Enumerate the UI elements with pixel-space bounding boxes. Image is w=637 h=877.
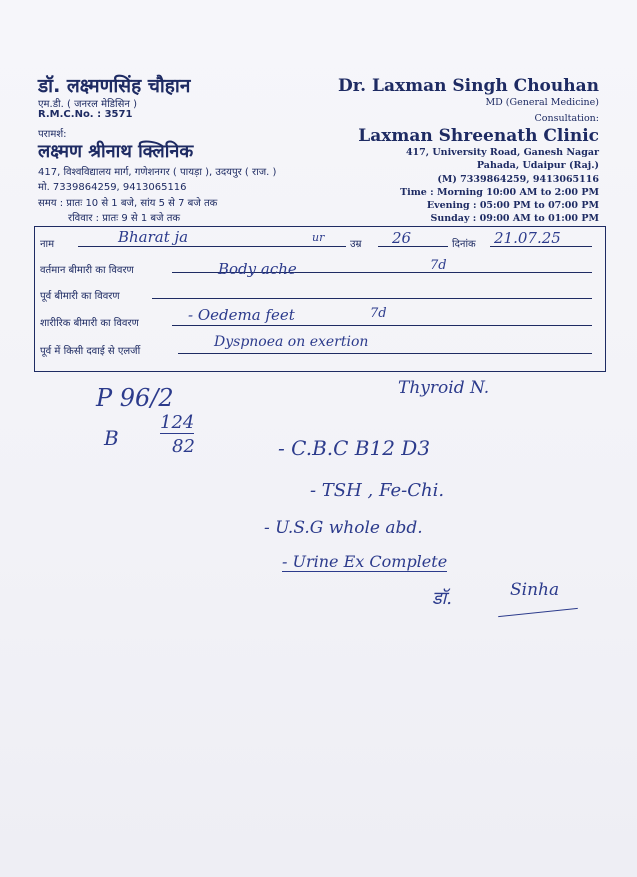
past-illness-label: पूर्व बीमारी का विवरण bbox=[40, 291, 120, 302]
investigation-tsh: - TSH , Fe-Chi. bbox=[310, 480, 445, 501]
doctor-name-english: Dr. Laxman Singh Chouhan bbox=[338, 76, 599, 96]
address-line1-english: 417, University Road, Ganesh Nagar bbox=[405, 147, 599, 158]
doctor-name-hindi: डॉ. लक्ष्मणसिंह चौहान bbox=[38, 75, 191, 97]
mobile-english: (M) 7339864259, 9413065116 bbox=[437, 174, 599, 185]
date-label: दिनांक bbox=[452, 239, 476, 250]
bp-systolic: 124 bbox=[160, 412, 195, 433]
physical-illness-duration: 7d bbox=[370, 306, 387, 321]
name-label: नाम bbox=[40, 239, 55, 250]
current-illness: Body ache bbox=[218, 260, 297, 278]
mobile-hindi: मो. 7339864259, 9413065116 bbox=[38, 182, 187, 193]
past-illness-line bbox=[152, 298, 592, 299]
allergy-label: पूर्व में किसी दवाई से एलर्जी bbox=[40, 346, 141, 357]
signature-underline bbox=[498, 608, 578, 617]
patient-age: 26 bbox=[392, 229, 412, 247]
current-illness-duration: 7d bbox=[430, 258, 447, 273]
physical-illness-line bbox=[172, 325, 592, 326]
allergy-line bbox=[178, 353, 592, 354]
patient-name: Bharat ja bbox=[118, 228, 189, 246]
current-illness-label: वर्तमान बीमारी का विवरण bbox=[40, 265, 134, 276]
sunday-hindi: रविवार : प्रातः 9 से 1 बजे तक bbox=[68, 213, 181, 224]
patient-name-extra: ur bbox=[312, 231, 325, 244]
age-line bbox=[378, 246, 448, 247]
signature-name: Sinha bbox=[510, 580, 560, 600]
time-sunday: Sunday : 09:00 AM to 01:00 PM bbox=[430, 213, 599, 224]
degree-hindi: एम.डी. ( जनरल मेडिसिन ) bbox=[38, 99, 137, 110]
thyroid-note: Thyroid N. bbox=[398, 378, 490, 398]
rmc-number: R.M.C.No. : 3571 bbox=[38, 109, 133, 120]
physical-illness: - Oedema feet bbox=[188, 306, 295, 324]
address-hindi: 417, विश्वविद्यालय मार्ग, गणेशनगर ( पायड़ा ), उदयपुर ( राज. ) bbox=[38, 167, 277, 178]
pulse-reading: P 96/2 bbox=[96, 384, 174, 412]
degree-english: MD (General Medicine) bbox=[485, 97, 599, 108]
investigation-cbc: - C.B.C B12 D3 bbox=[278, 436, 431, 460]
physical-illness-label: शारीरिक बीमारी का विवरण bbox=[40, 318, 139, 329]
address-line2-english: Pahada, Udaipur (Raj.) bbox=[476, 160, 599, 171]
timing-hindi: समय : प्रातः 10 से 1 बजे, सांय 5 से 7 बजे तक bbox=[38, 198, 218, 209]
clinic-name-hindi: लक्ष्मण श्रीनाथ क्लिनिक bbox=[38, 141, 194, 162]
time-morning: Time : Morning 10:00 AM to 2:00 PM bbox=[400, 187, 599, 198]
visit-date: 21.07.25 bbox=[494, 229, 561, 247]
clinic-name-english: Laxman Shreenath Clinic bbox=[358, 126, 599, 146]
allergy-notes: Dyspnoea on exertion bbox=[214, 334, 369, 350]
time-evening: Evening : 05:00 PM to 07:00 PM bbox=[426, 200, 599, 211]
bp-diastolic: 82 bbox=[172, 436, 195, 457]
investigation-urine: - Urine Ex Complete bbox=[282, 552, 448, 571]
bp-label: B bbox=[104, 426, 119, 450]
consultation-hindi: परामर्श: bbox=[38, 129, 67, 140]
consultation-english: Consultation: bbox=[534, 113, 599, 124]
age-label: उम्र bbox=[350, 239, 362, 250]
investigation-usg: - U.S.G whole abd. bbox=[264, 518, 423, 538]
name-line bbox=[78, 246, 346, 247]
signature-prefix: डॉ. bbox=[432, 588, 453, 609]
